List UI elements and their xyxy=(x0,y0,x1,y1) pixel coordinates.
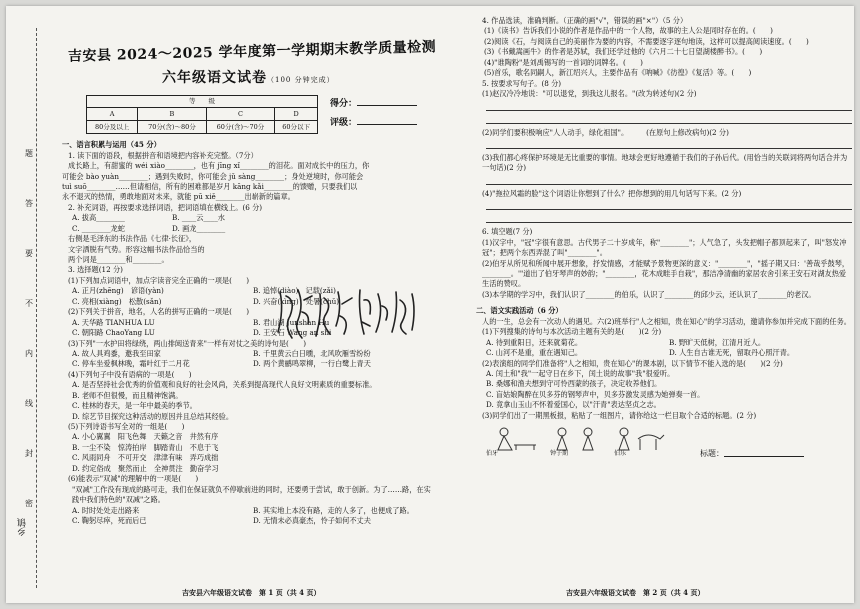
level-label: 评级： xyxy=(330,118,358,129)
section-1-heading: 一、语言积累与运用（45 分） xyxy=(62,140,161,150)
answer-line[interactable] xyxy=(486,201,852,210)
q3-2-options: A. 天华路 TIANHUA LU B. 君山湖 Junshan Hu C. 朝阳路 ChaoYang LU D. 王安石 Wang an shi xyxy=(72,317,332,338)
q6-2: (2)伯牙从所见和所闻中展开想象，抒发情感，才能赋予景物更深的意义："________"，"摇子期又曰：'善哉乎鼓琴，________。'"道出了伯牙琴声的妙韵；"________，花木成畦手自栽"，那洁净清幽的家居农舍引来王安石对湖友热爱生活的赞叹。 xyxy=(482,258,850,289)
seal-label: 要 xyxy=(22,248,36,259)
exam-subtitle: 六年级语文试卷（100 分钟完成） xyxy=(162,70,335,87)
q2-options xyxy=(72,213,272,234)
page-2 xyxy=(476,16,852,596)
seal-label: 不 xyxy=(22,298,36,309)
question-5: 5. 按要求写句子。(8 分) xyxy=(482,78,562,88)
seal-label: 题 xyxy=(22,148,36,159)
s2-3: (3)同学们出了一期黑板报，粘贴了一组图片，请你给这一栏目取个合适的标题。(2 分) xyxy=(482,410,757,420)
picture-strip xyxy=(484,425,676,459)
s2-intro: 人的一生，总会有一次动人的遇见。六(2)班举行"人之相知，贵在知心"的学习活动，邀请你参加并完成下面的任务。 xyxy=(482,316,851,326)
picture-zhong-ziqi: 钟子期 xyxy=(548,425,606,459)
q3-5-options: A. 小心翼翼 阳飞色舞 天籁之音 井然有序 B. 一尘不染 惊涛拍岸 脚踏青山 不息于飞 C. 风雨同舟 不可开交 津津有味 弄巧成拙 D. 约定俗成 聚然而止 全神贯注 勤奋学习 xyxy=(72,432,219,473)
question-6: 6. 填空题(7 分) xyxy=(482,227,533,237)
question-4: 4. 作品选读，准确判断。（正确的画"√"，错误的画"×"）（5 分） xyxy=(482,16,688,25)
q1-line: 成长路上，有甜蜜的 wéi xiào________，也有 jīng xǐ________的泪花。面对成长中的压力，你 xyxy=(68,161,370,171)
grade-a: A xyxy=(87,108,138,121)
q2-option-a: A. 拔高________ xyxy=(72,213,125,223)
picture-bo-ya: 伯牙 xyxy=(484,425,542,459)
q3-6-text: "双减"工作没有现成的路可走，我们在保证就负不停歇前进的同时，还要勇于尝试，敢于创新。为了……路，在实践中我们特色的"双减"之路。 xyxy=(72,484,431,505)
question-3: 3. 选择题(12 分) xyxy=(68,265,123,275)
range-a: 80分及以上 xyxy=(87,121,138,134)
answer-line[interactable] xyxy=(486,214,852,223)
q4-items: (1)《读书》告诉我们小说的作者是作品中的一个人物，故事的主人公是同时存在的。( ) (2)阅读《石，与阅读自己的美丽作为要的内容，不需要逐字逐句地读，这样可以提高阅读速度。( ) (3)《书戴嵩画牛》的作者是苏轼，我们还学过他的《六月二十七日望湖楼醉书》。( ) (4)"谁陶粉"是刘禹锡写的一首词的词牌名。( ) (5)首乐，歌名同嗣人，新江绍兴人，主要作品有《呐喊》《彷徨》《复活》等。( ) xyxy=(484,26,809,78)
score-field[interactable] xyxy=(357,105,417,106)
level-field[interactable] xyxy=(357,124,417,125)
exam-sheet xyxy=(6,6,854,603)
s2-1-options: A. 待到重阳日，还来就菊花。 B. 野旷天低树，江清月近人。 C. 山河不是重，重在遇知己。 D. 人生自古谁无死，留取丹心照汗青。 xyxy=(486,337,795,358)
s2-2: (2)表演组的同学们准备将"人之相知，贵在知心"的课本剧，以下情节不能入选的是( )(2 分) xyxy=(482,358,783,368)
q2-option-c: C. ________龙蛇 xyxy=(72,223,125,233)
q2-option-d: D. 画龙________ xyxy=(172,223,226,233)
section-2-heading: 二、语文实践活动（6 分） xyxy=(476,306,563,316)
s2-1: (1)下列搜集的诗句与本次活动主题有关的是( )(2 分) xyxy=(482,327,662,337)
seal-label: 内 xyxy=(22,348,36,359)
question-1: 1. 读下面的语段，根据拼音和语境把内容补充完整。（7分） xyxy=(68,150,258,160)
q2-note: 右侧是毛泽东的书法作品《七律·长征》， 文字洒脱有气势。形容这幅书法作品恰当的 两个词是________和________。 xyxy=(68,234,205,264)
q3-4-options: A. 是否坚持社会优秀的价值观和良好的社会风尚，关系到提高现代人良好文明素质的重要标准。 B. 老师不但很慢，而且精神饱满。 C. 桂林的春天，是一年中最美的季节。 D. 综艺节目探究这种活动的原因并且总结其经验。 xyxy=(72,380,377,421)
township-label: 乡镇 xyxy=(18,518,28,536)
range-c: 60分(含)～70分 xyxy=(206,121,275,134)
answer-line[interactable] xyxy=(486,102,852,111)
q3-5: (5)下列诗语书写全对的一组是( ) xyxy=(68,422,185,431)
range-d: 60分以下 xyxy=(275,121,318,134)
grade-header: 等 级 xyxy=(87,95,318,108)
seal-label: 线 xyxy=(22,398,36,409)
grade-d: D xyxy=(275,108,318,121)
grade-b: B xyxy=(138,108,207,121)
q3-2: (2)下列关于拼音，地名，人名的拼写正确的一项是( ) xyxy=(68,307,250,317)
calligraphy-image xyxy=(272,286,422,344)
grade-c: C xyxy=(206,108,275,121)
s2-2-options: A. 闰土和"我"一起守日在乡下，闰土说的故事"我"很爱听。 B. 桑娜和渔夫想到守可怜西蒙的孩子，决定收养他们。 C. 盲姑娘陶醉在贝多芬的钢琴声中，贝多芬激发灵感为她弹奏一首。 D. 竟拿山玉山不怀着爱国心，以"汗青"表达坚贞之志。 xyxy=(486,368,705,410)
seal-label: 密 xyxy=(22,498,36,509)
seal-label: 封 xyxy=(22,448,36,459)
q5-2: (2)同学们要积极响应"人人动手，绿化祖国"。 (在原句上修改病句)(2 分) xyxy=(482,127,729,137)
answer-line[interactable] xyxy=(486,176,852,185)
page-footer: 吉安县六年级语文试卷 第 1 页（共 4 页） xyxy=(182,587,321,597)
q1-line: tuì suō________……但请相信，所有的困难都是岁月 kāng kǎi________的馈赠，只要我们以 xyxy=(62,181,358,191)
q3-1-options: A. 正月(zhēng) 谚语(yàn) B. 追悼(diào) 记载(zǎi) C. 亮相(xiàng) 松散(sǎn) D. 兴奋(xìng) 处暑(chǔ) xyxy=(72,286,340,306)
seal-line xyxy=(36,28,37,588)
q3-3-options: A. 故人具鸡黍，邀我至田家 B. 千里黄云白日曛，北风吹雁雪纷纷 C. 停车坐爱枫林晚，霜叶红于二月花 D. 两个黄鹂鸣翠柳，一行白鹭上青天 xyxy=(72,348,371,369)
q3-6: (6)能表示"双减"的理解中的一项是( ) xyxy=(68,474,199,484)
exam-title: 吉安县 2024～2025 学年度第一学期期末教学质量检测 xyxy=(67,39,437,65)
q6-1: (1)汉字中，"冠"字很有意思。古代男子二十岁成年，称"________"；人气急了，头发把帽子都顶起来了，叫"怒发冲冠"；把两个东西弄混了叫"________"。 xyxy=(482,237,847,258)
question-2: 2. 补充词语，再按要求选择词语，把词语填在横线上。(6 分) xyxy=(68,202,263,212)
q5-1: (1)赵汉冷冷地说："可以退党，到我这儿报名。"(改为转述句)(2 分) xyxy=(482,89,697,99)
q6-3: (3)本学期的学习中，我们认识了________的伯乐，认识了________的邱少云，还认识了________的老汉。 xyxy=(482,289,816,299)
q3-4: (4)下列句子中没有语病的一项是( ) xyxy=(68,369,192,379)
score-label: 得分： xyxy=(330,98,358,109)
q1-line: 可能会 bào yuàn________；遇到失败时，你可能会 jǔ sàng________；身处逆境时，你可能会 xyxy=(62,171,364,181)
q3-3: (3)下列"一水护田将绿绕，两山排闼送青来"一样有对仗之美的诗句是( ) xyxy=(68,338,307,348)
q1-line: 永不退灭的热情，勇敢地面对未来，就能 pū xiě________出崭新的篇章。 xyxy=(62,192,295,202)
answer-line[interactable] xyxy=(486,140,852,149)
q3-1: (1)下列加点词语中，加点字读音完全正确的一项是( ) xyxy=(68,275,250,285)
q2-option-b: B. ____云____水 xyxy=(172,213,225,223)
title-field[interactable]: 标题： xyxy=(700,448,804,460)
binding-margin xyxy=(12,18,56,598)
q3-6-options: A. 时时处处走出路来 B. 其实地上本没有路，走的人多了，也便成了路。 C. 鞠躬尽瘁，死而后已 D. 无情未必真豪杰，怜子如何不丈夫 xyxy=(72,505,414,525)
seal-label: 答 xyxy=(22,198,36,209)
picture-bo-le: 伯乐 xyxy=(612,425,670,459)
page-footer: 吉安县六年级语文试卷 第 2 页（共 4 页） xyxy=(566,587,705,597)
q5-4: (4)"拖拉风霜的脸"这个词语让你想到了什么？把你想到的用几句话写下来。(2 分) xyxy=(482,188,742,198)
answer-line[interactable] xyxy=(486,115,852,124)
grade-table xyxy=(86,95,318,135)
q5-3: (3)我们都心疼保护环境是无比重要的事情。地球会更好地遵循于我们的子孙后代。(用恰当的关联词将两句话合并为一句话)(2 分) xyxy=(482,152,848,173)
range-b: 70分(含)～80分 xyxy=(138,121,207,134)
score-box xyxy=(330,95,417,135)
page-1 xyxy=(62,16,437,597)
